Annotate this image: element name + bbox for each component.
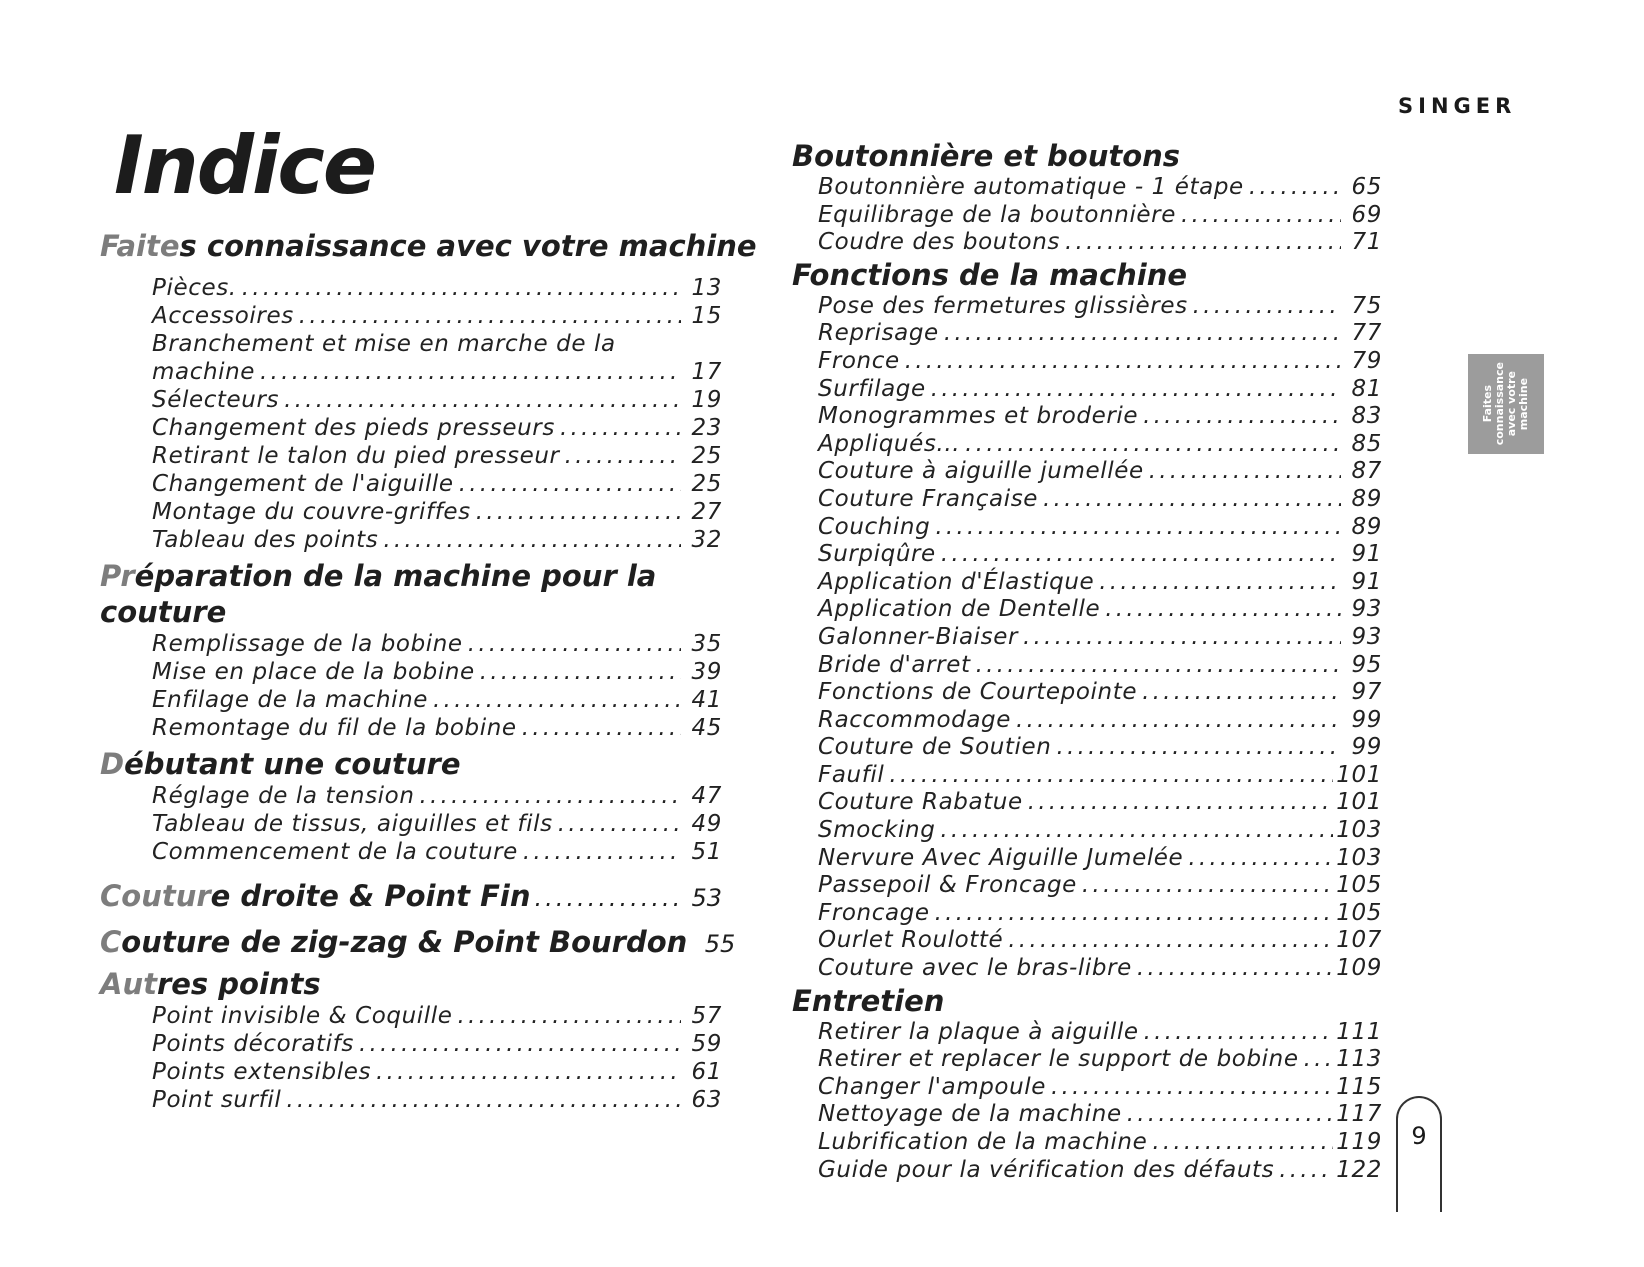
section-heading-main-part: Entretien: [792, 983, 945, 1018]
toc-entry-page: 41: [691, 687, 722, 713]
toc-entry[interactable]: [818, 900, 1382, 928]
toc-entry-page: 27: [691, 499, 722, 525]
toc-entry-page: 91: [1351, 541, 1382, 568]
toc-entry-page: 79: [1351, 347, 1382, 374]
section-page-number: 55: [704, 930, 736, 958]
toc-entry-page: 25: [691, 471, 722, 497]
toc-entry[interactable]: [152, 414, 722, 442]
toc-section: [100, 746, 722, 866]
dot-leader: [935, 514, 1341, 542]
toc-entry-title: Froncage: [818, 899, 930, 926]
section-heading-faded-part: D: [100, 747, 125, 781]
toc-entry-page: 71: [1351, 229, 1382, 256]
section-heading-faded-part: Aut: [100, 967, 157, 1001]
toc-entry[interactable]: [152, 498, 722, 526]
toc-entry-page: 89: [1351, 513, 1382, 540]
toc-entry[interactable]: [152, 714, 722, 742]
toc-entry[interactable]: [818, 403, 1382, 431]
dot-leader: [560, 414, 681, 442]
toc-entry[interactable]: [818, 202, 1382, 230]
toc-entry-title: Montage du couvre-griffes: [152, 499, 471, 525]
toc-right-column: [792, 138, 1382, 1184]
toc-entry-page: 99: [1351, 734, 1382, 761]
toc-entry[interactable]: [152, 1086, 722, 1114]
dot-leader: [1008, 927, 1333, 955]
toc-entry-title: Couture de Soutien: [818, 734, 1052, 761]
section-heading-text: [100, 967, 321, 1001]
toc-entry-title: Guide pour la vérification des défauts: [818, 1156, 1275, 1183]
toc-entry-page: 105: [1336, 899, 1382, 926]
toc-entry-title: Surpiqûre: [818, 541, 936, 568]
dot-leader: [1279, 1157, 1333, 1185]
toc-entry[interactable]: [152, 1002, 722, 1030]
toc-entry-title: Boutonnière automatique - 1 étape: [818, 174, 1244, 200]
toc-entry-page: 103: [1336, 844, 1382, 871]
section-heading[interactable]: [100, 878, 722, 916]
page-number: 9: [1411, 1122, 1427, 1150]
toc-entry[interactable]: [152, 442, 722, 470]
section-heading[interactable]: [792, 257, 1382, 293]
toc-entry-title: Points décoratifs: [152, 1031, 354, 1057]
toc-entry-title: Commencement de la couture: [152, 839, 518, 865]
dot-leader: [1144, 1019, 1334, 1047]
toc-entry-page: 59: [691, 1031, 722, 1057]
toc-entry-title: Sélecteurs: [152, 387, 280, 413]
toc-left-column: [100, 228, 757, 1118]
toc-entry-title: Tableau des points: [152, 527, 379, 553]
toc-entry-title: Fonctions de Courtepointe: [818, 679, 1138, 706]
toc-entry-title: Faufil: [818, 761, 885, 788]
toc-entry-page: 93: [1351, 596, 1382, 623]
dot-leader: [376, 1058, 681, 1086]
toc-entry-page: 101: [1336, 761, 1382, 788]
toc-entry-page: 83: [1351, 403, 1382, 430]
toc-entry[interactable]: [818, 1019, 1382, 1047]
toc-section: [100, 878, 722, 916]
dot-leader: [905, 348, 1341, 376]
toc-entry[interactable]: [152, 302, 722, 330]
toc-entry-page: 117: [1336, 1101, 1382, 1128]
toc-section: [100, 228, 757, 554]
toc-entry-page: 81: [1351, 375, 1382, 402]
toc-entry-title: Couture à aiguille jumellée: [818, 458, 1144, 485]
dot-leader: [965, 431, 1341, 459]
toc-section: [100, 966, 722, 1114]
dot-leader: [1082, 872, 1333, 900]
toc-entry[interactable]: [152, 386, 722, 414]
toc-entry-title: Application de Dentelle: [818, 596, 1101, 623]
toc-entry-title: Enfilage de la machine: [152, 687, 429, 713]
toc-entry[interactable]: [818, 596, 1382, 624]
toc-entry[interactable]: [818, 229, 1382, 257]
toc-entry-title: Remontage du fil de la bobine: [152, 715, 517, 741]
toc-entry-title: Equilibrage de la boutonnière: [818, 201, 1176, 228]
section-heading[interactable]: [100, 966, 722, 1002]
toc-entry-title: Galonner-Biaiser: [818, 623, 1019, 650]
dot-leader: [565, 442, 681, 470]
dot-leader: [1142, 679, 1341, 707]
toc-entry-page: 97: [1351, 679, 1382, 706]
section-heading-main-part: Fonctions de la machine: [792, 257, 1188, 292]
toc-entry-page: 115: [1336, 1073, 1382, 1100]
toc-entry-page: 85: [1351, 430, 1382, 457]
section-page-number: 53: [691, 884, 722, 912]
dot-leader: [420, 782, 681, 810]
toc-entry-page: 15: [691, 303, 722, 329]
toc-entry-title: Passepoil & Froncage: [818, 872, 1077, 899]
dot-leader: [1099, 569, 1341, 597]
toc-entry-title: Retirant le talon du pied presseur: [152, 443, 560, 469]
toc-section: [792, 983, 1382, 1185]
page-number-box: [1396, 1096, 1442, 1212]
toc-entry[interactable]: [818, 541, 1382, 569]
section-heading[interactable]: [100, 746, 722, 782]
toc-entry-title: Application d'Élastique: [818, 568, 1095, 595]
toc-entry-page: 47: [691, 783, 722, 809]
dot-leader: [1127, 1101, 1334, 1129]
dot-leader: [1152, 1129, 1333, 1157]
dot-leader: [1023, 624, 1341, 652]
toc-entry-page: 39: [691, 659, 722, 685]
dot-leader: [299, 302, 681, 330]
section-heading-text: [100, 229, 757, 263]
dot-leader: [935, 900, 1334, 928]
toc-entry-list: [818, 1019, 1382, 1185]
toc-entry-page: 51: [691, 839, 722, 865]
toc-entry-title: Remplissage de la bobine: [152, 631, 463, 657]
section-heading-text: [100, 924, 687, 960]
toc-entry-title: Ourlet Roulotté: [818, 927, 1004, 954]
toc-entry[interactable]: [152, 358, 722, 386]
toc-entry[interactable]: [152, 838, 722, 866]
toc-section: [100, 924, 736, 962]
dot-leader: [1105, 596, 1341, 624]
dot-leader: [1137, 955, 1333, 983]
toc-entry-page: 113: [1336, 1046, 1382, 1073]
dot-leader: [1043, 486, 1341, 514]
toc-section: [792, 138, 1382, 257]
toc-section: [792, 257, 1382, 983]
dot-leader: [1143, 403, 1341, 431]
toc-entry[interactable]: [818, 376, 1382, 404]
dot-leader: [1249, 174, 1341, 202]
section-heading-faded-part: Faite: [100, 229, 180, 263]
toc-entry-page: 105: [1336, 872, 1382, 899]
section-heading[interactable]: [100, 558, 660, 630]
toc-entry[interactable]: [152, 658, 722, 686]
toc-entry-title: Accessoires: [152, 303, 294, 329]
toc-entry-title: Reprisage: [818, 320, 939, 347]
toc-entry-list: [152, 630, 722, 742]
toc-entry-title: Coudre des boutons: [818, 229, 1060, 256]
toc-entry-page: 23: [691, 415, 722, 441]
toc-entry-page: 107: [1336, 927, 1382, 954]
toc-entry-page: 17: [691, 359, 722, 385]
toc-entry[interactable]: [818, 624, 1382, 652]
section-heading[interactable]: [100, 924, 736, 962]
toc-entry-title: Tableau de tissus, aiguilles et fils: [152, 811, 553, 837]
section-heading-faded-part: C: [100, 925, 122, 959]
toc-entry[interactable]: [152, 274, 722, 302]
toc-entry-page: 49: [691, 811, 722, 837]
toc-entry-page: 89: [1351, 485, 1382, 512]
dot-leader: [1016, 707, 1341, 735]
section-heading-text: [100, 559, 656, 629]
dot-leader: [1065, 229, 1341, 257]
toc-entry-title: Changement de l'aiguille: [152, 471, 454, 497]
section-heading-faded-part: Pr: [100, 559, 135, 593]
toc-entry-title: Surfilage: [818, 375, 926, 402]
toc-entry-list: [152, 1002, 722, 1114]
toc-entry-page: 101: [1336, 789, 1382, 816]
toc-entry[interactable]: [818, 1101, 1382, 1129]
toc-entry[interactable]: [818, 1046, 1382, 1074]
toc-entry-title: Branchement et mise en marche de la: [152, 331, 616, 357]
toc-entry-page: 35: [691, 631, 722, 657]
toc-entry[interactable]: [152, 686, 722, 714]
toc-entry-title: Couture Française: [818, 485, 1039, 512]
toc-entry-page: 19: [691, 387, 722, 413]
dot-leader: [1028, 789, 1334, 817]
dot-leader: [1056, 734, 1341, 762]
toc-entry-title: Retirer et replacer le support de bobine: [818, 1046, 1299, 1073]
dot-leader: [459, 470, 681, 498]
toc-entry-title: Réglage de la tension: [152, 783, 415, 809]
dot-leader: [1304, 1046, 1334, 1074]
toc-entry-page: 77: [1351, 320, 1382, 347]
dot-leader: [523, 838, 681, 866]
toc-entry[interactable]: [818, 431, 1382, 459]
toc-entry[interactable]: [818, 1129, 1382, 1157]
section-heading-text: [792, 139, 1180, 173]
toc-entry[interactable]: [818, 707, 1382, 735]
toc-entry-title: Nettoyage de la machine: [818, 1101, 1122, 1128]
toc-entry[interactable]: [818, 955, 1382, 983]
toc-entry-title: Lubrification de la machine: [818, 1129, 1148, 1155]
toc-entry-page: 25: [691, 443, 722, 469]
section-heading-main-part: e droite & Point Fin: [210, 879, 531, 913]
toc-entry-page: 57: [691, 1003, 722, 1029]
section-heading[interactable]: [792, 983, 1382, 1019]
toc-entry[interactable]: [818, 569, 1382, 597]
dot-leader: [1149, 458, 1341, 486]
toc-entry[interactable]: [818, 293, 1382, 321]
toc-entry-title: Monogrammes et broderie: [818, 403, 1139, 430]
toc-entry-list: [152, 782, 722, 866]
toc-entry-title: Bride d'arret: [818, 651, 971, 678]
toc-entry-title: Couture Rabatue: [818, 789, 1023, 816]
toc-entry-title: Appliqués...: [818, 430, 961, 457]
dot-leader: [476, 498, 681, 526]
toc-entry-page: 119: [1336, 1129, 1382, 1155]
toc-entry[interactable]: [818, 652, 1382, 680]
toc-entry-title: Couture avec le bras-libre: [818, 955, 1132, 982]
dot-leader: [260, 358, 681, 386]
toc-entry-title: Nervure Avec Aiguille Jumelée: [818, 844, 1184, 871]
toc-entry-page: 91: [1351, 568, 1382, 595]
toc-entry-page: 122: [1336, 1156, 1382, 1183]
dot-leader: [284, 386, 681, 414]
dot-leader: [1181, 202, 1341, 230]
toc-entry[interactable]: [152, 470, 722, 498]
brand-logo: SINGER: [1398, 94, 1517, 118]
section-heading-main-part: res points: [156, 967, 321, 1001]
toc-entry-page: 65: [1351, 174, 1382, 200]
toc-entry[interactable]: [818, 1157, 1382, 1185]
toc-entry[interactable]: [152, 330, 722, 358]
toc-entry-page: 87: [1351, 458, 1382, 485]
toc-entry[interactable]: [818, 1074, 1382, 1102]
section-tab-label: Faites connaissance avec votre machine: [1481, 362, 1530, 446]
toc-entry[interactable]: [818, 789, 1382, 817]
toc-entry-page: 111: [1336, 1018, 1382, 1045]
toc-entry[interactable]: [152, 810, 722, 838]
toc-entry[interactable]: [818, 320, 1382, 348]
toc-entry-list: [818, 174, 1382, 257]
toc-entry-title: Changer l'ampoule: [818, 1073, 1047, 1100]
toc-entry-title: Pièces.: [152, 275, 237, 301]
dot-leader: [433, 686, 681, 714]
section-heading-main-part: s connaissance avec votre machine: [179, 229, 757, 263]
toc-entry-list: [818, 293, 1382, 983]
toc-entry-title: Raccommodage: [818, 706, 1011, 733]
toc-entry[interactable]: [818, 762, 1382, 790]
toc-entry-page: 93: [1351, 623, 1382, 650]
dot-leader: [535, 880, 679, 916]
toc-entry-page: 109: [1336, 955, 1382, 982]
toc-entry[interactable]: [152, 526, 722, 554]
dot-leader: [1193, 293, 1341, 321]
dot-leader: [976, 652, 1341, 680]
toc-entry[interactable]: [818, 845, 1382, 873]
dot-leader: [468, 630, 681, 658]
dot-leader: [522, 714, 681, 742]
toc-entry-title: Point surfil: [152, 1087, 282, 1113]
toc-entry[interactable]: [818, 734, 1382, 762]
toc-entry-page: 13: [691, 275, 722, 301]
toc-entry[interactable]: [818, 927, 1382, 955]
section-heading-text: [792, 258, 1187, 292]
section-heading-text: [100, 747, 460, 781]
toc-entry[interactable]: [818, 174, 1382, 202]
dot-leader: [1051, 1074, 1333, 1102]
toc-entry-list: [152, 274, 722, 554]
toc-section: [100, 558, 722, 742]
toc-entry[interactable]: [152, 1030, 722, 1058]
dot-leader: [889, 762, 1333, 790]
dot-leader: [558, 810, 681, 838]
toc-entry-page: 75: [1351, 292, 1382, 319]
toc-entry-title: Fronce: [818, 347, 900, 374]
toc-entry-title: machine: [152, 359, 256, 385]
toc-entry[interactable]: [818, 348, 1382, 376]
toc-entry-page: 61: [691, 1059, 722, 1085]
toc-entry[interactable]: [152, 1058, 722, 1086]
section-heading-main-part: éparation de la machine pour la couture: [100, 559, 657, 629]
toc-entry[interactable]: [152, 630, 722, 658]
toc-entry-page: 69: [1351, 201, 1382, 228]
dot-leader: [944, 320, 1341, 348]
section-heading-faded-part: Coutur: [100, 879, 211, 913]
dot-leader: [940, 817, 1333, 845]
toc-entry[interactable]: [818, 486, 1382, 514]
toc-entry-page: 32: [691, 527, 722, 553]
toc-entry-title: Smocking: [818, 817, 936, 844]
section-heading-main-part: ébutant une couture: [124, 747, 461, 781]
section-heading-main-part: outure de zig-zag & Point Bourdon: [121, 925, 688, 959]
dot-leader: [286, 1086, 681, 1114]
toc-entry[interactable]: [818, 679, 1382, 707]
toc-entry-page: 103: [1336, 817, 1382, 844]
section-heading[interactable]: [100, 228, 757, 264]
section-tab[interactable]: [1468, 354, 1544, 454]
toc-entry-title: Point invisible & Coquille: [152, 1003, 453, 1029]
toc-entry-page: 95: [1351, 651, 1382, 678]
dot-leader: [359, 1030, 681, 1058]
toc-entry-title: Changement des pieds presseurs: [152, 415, 555, 441]
toc-entry[interactable]: [818, 458, 1382, 486]
dot-leader: [1188, 845, 1333, 873]
dot-leader: [931, 376, 1341, 404]
section-heading-text: [792, 984, 944, 1018]
toc-entry-title: Couching: [818, 513, 931, 540]
dot-leader: [383, 526, 681, 554]
toc-entry-page: 99: [1351, 706, 1382, 733]
toc-entry-title: Points extensibles: [152, 1059, 372, 1085]
toc-entry-title: Retirer la plaque à aiguille: [818, 1018, 1139, 1045]
section-heading-main-part: Boutonnière et boutons: [792, 139, 1181, 173]
dot-leader: [941, 541, 1341, 569]
dot-leader: [480, 658, 681, 686]
toc-entry[interactable]: [818, 872, 1382, 900]
toc-entry-page: 45: [691, 715, 722, 741]
toc-entry-page: 63: [691, 1087, 722, 1113]
toc-entry-title: Pose des fermetures glissières: [818, 292, 1188, 319]
dot-leader: [242, 274, 681, 302]
page-title: Indice: [114, 119, 376, 212]
toc-entry-title: Mise en place de la bobine: [152, 659, 475, 685]
section-heading-text: [100, 878, 531, 914]
toc-entry[interactable]: [152, 782, 722, 810]
dot-leader: [458, 1002, 681, 1030]
toc-entry[interactable]: [818, 514, 1382, 542]
toc-entry[interactable]: [818, 817, 1382, 845]
section-heading[interactable]: [792, 138, 1382, 174]
